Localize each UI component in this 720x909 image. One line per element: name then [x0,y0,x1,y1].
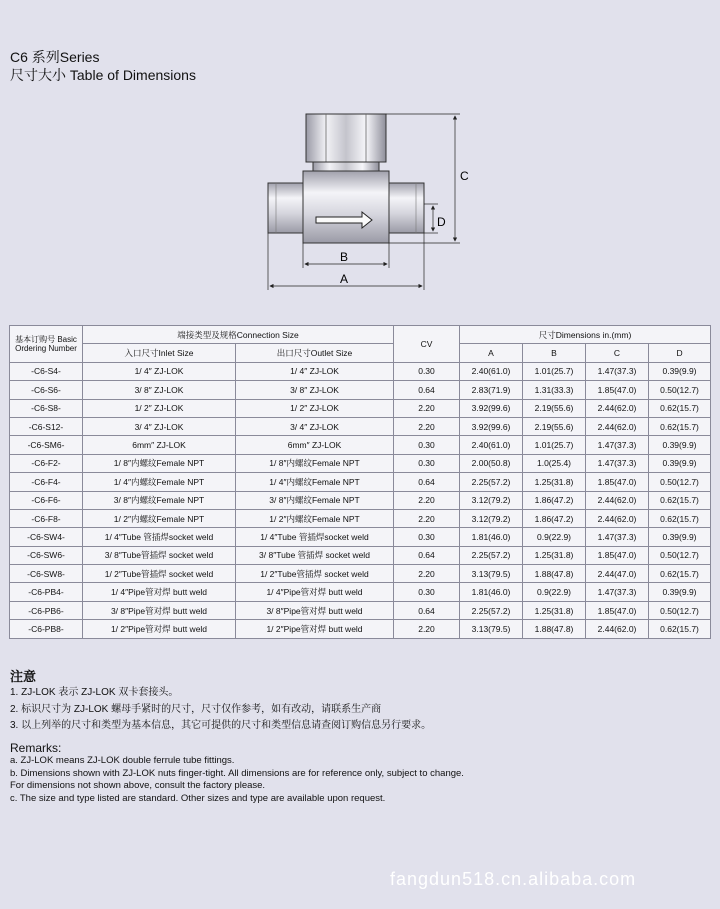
cv-value-cell: 0.30 [394,362,460,380]
outlet-size-cell: 3/ 8″Pipe管对焊 butt weld [236,601,394,619]
cv-value-cell: 2.20 [394,399,460,417]
ordering-number-cell: -C6-S6- [10,381,83,399]
dim-b-cell: 0.9(22.9) [523,528,586,546]
dim-a-cell: 3.92(99.6) [460,417,523,435]
dim-d-cell: 0.62(15.7) [649,417,711,435]
table-row [10,546,711,564]
right-tube-end [389,183,424,233]
dim-b-cell: 2.19(55.6) [523,399,586,417]
site-watermark: fangdun518.cn.alibaba.com [390,869,637,889]
header-connection-size: 端接类型及规格Connection Size [83,326,394,344]
dim-d-cell: 0.62(15.7) [649,620,711,638]
dim-d-cell: 0.39(9.9) [649,436,711,454]
remarks-section [10,741,464,805]
dim-c-cell: 2.44(62.0) [586,417,649,435]
dim-c-cell: 1.85(47.0) [586,546,649,564]
outlet-size-cell: 1/ 2″Pipe管对焊 butt weld [236,620,394,638]
cv-value-cell: 0.30 [394,528,460,546]
dim-c-cell: 1.47(37.3) [586,583,649,601]
cv-value-cell: 0.64 [394,601,460,619]
dim-a-cell: 1.81(46.0) [460,528,523,546]
dim-d-cell: 0.50(12.7) [649,381,711,399]
header-outlet-size: 出口尺寸Outlet Size [236,344,394,362]
ordering-number-cell: -C6-S12- [10,417,83,435]
dim-b-cell: 1.01(25.7) [523,436,586,454]
table-title: 尺寸大小 Table of Dimensions [10,67,196,83]
inlet-size-cell: 3/ 8″Pipe管对焊 butt weld [83,601,236,619]
ordering-number-cell: -C6-SM6- [10,436,83,454]
inlet-size-cell: 3/ 4″ ZJ-LOK [83,417,236,435]
outlet-size-cell: 1/ 4″ ZJ-LOK [236,362,394,380]
table-row [10,473,711,491]
dim-d-cell: 0.62(15.7) [649,399,711,417]
inlet-size-cell: 3/ 8″Tube管插焊 socket weld [83,546,236,564]
header-dimensions: 尺寸Dimensions in.(mm) [460,326,711,344]
table-row [10,454,711,472]
dim-c-cell: 2.44(62.0) [586,620,649,638]
dim-d-cell: 0.62(15.7) [649,491,711,509]
inlet-size-cell: 3/ 8″内螺纹Female NPT [83,491,236,509]
dim-b-cell: 1.01(25.7) [523,362,586,380]
outlet-size-cell: 1/ 4″Pipe管对焊 butt weld [236,583,394,601]
cv-value-cell: 2.20 [394,491,460,509]
dim-a-cell: 1.81(46.0) [460,583,523,601]
cv-value-cell: 0.64 [394,381,460,399]
dim-d-cell: 0.50(12.7) [649,601,711,619]
left-tube-end [268,183,303,233]
dim-c-cell: 1.47(37.3) [586,454,649,472]
dim-c-cell: 1.85(47.0) [586,473,649,491]
cv-value-cell: 2.20 [394,565,460,583]
outlet-size-cell: 1/ 4″内螺纹Female NPT [236,473,394,491]
table-row [10,381,711,399]
ordering-number-cell: -C6-PB4- [10,583,83,601]
outlet-size-cell: 1/ 8″内螺纹Female NPT [236,454,394,472]
table-row [10,583,711,601]
dim-a-cell: 2.25(57.2) [460,601,523,619]
cv-value-cell: 2.20 [394,620,460,638]
table-row [10,565,711,583]
dim-d-cell: 0.39(9.9) [649,454,711,472]
dim-a-cell: 3.13(79.5) [460,620,523,638]
outlet-size-cell: 3/ 8″Tube 管插焊 socket weld [236,546,394,564]
dimensions-table [9,325,711,639]
inlet-size-cell: 1/ 4″Pipe管对焊 butt weld [83,583,236,601]
dim-a-cell: 2.25(57.2) [460,473,523,491]
dim-a-cell: 2.25(57.2) [460,546,523,564]
dim-b-cell: 1.31(33.3) [523,381,586,399]
inlet-size-cell: 1/ 2″Tube管插焊 socket weld [83,565,236,583]
dim-c-cell: 2.44(47.0) [586,565,649,583]
cv-value-cell: 0.30 [394,436,460,454]
dim-a-cell: 2.83(71.9) [460,381,523,399]
header-dim-d: D [649,344,711,362]
notes-heading: 注意 [10,669,37,684]
dim-b-cell: 1.86(47.2) [523,491,586,509]
dim-d-cell: 0.39(9.9) [649,528,711,546]
ordering-number-cell: -C6-F6- [10,491,83,509]
dim-b-cell: 1.88(47.8) [523,565,586,583]
remark-item: a. ZJ-LOK means ZJ-LOK double ferrule tube fittings. [10,755,235,766]
table-row [10,417,711,435]
inlet-size-cell: 1/ 4″Tube 管插焊socket weld [83,528,236,546]
dim-c-cell: 2.44(62.0) [586,491,649,509]
outlet-size-cell: 1/ 2″ ZJ-LOK [236,399,394,417]
hex-nut [306,114,386,162]
note-item: 3. 以上列举的尺寸和类型为基本信息，其它可提供的尺寸和类型信息请查阅订购信息另行要求。 [10,720,432,731]
table-row [10,399,711,417]
dim-d-cell: 0.50(12.7) [649,473,711,491]
outlet-size-cell: 6mm″ ZJ-LOK [236,436,394,454]
header-ordering-number: 基本订购号 Basic Ordering Number [10,326,83,363]
inlet-size-cell: 1/ 8″内螺纹Female NPT [83,454,236,472]
cv-value-cell: 0.30 [394,454,460,472]
ordering-number-cell: -C6-PB6- [10,601,83,619]
dim-b-cell: 1.0(25.4) [523,454,586,472]
cv-value-cell: 0.64 [394,546,460,564]
inlet-size-cell: 1/ 4″内螺纹Female NPT [83,473,236,491]
table-row [10,601,711,619]
dim-b-cell: 0.9(22.9) [523,583,586,601]
note-item: 2. 标识尺寸为 ZJ-LOK 螺母手紧时的尺寸，尺寸仅作参考，如有改动，请联系生产商 [10,703,382,715]
nut-collar [313,162,379,171]
notes-section [10,668,431,735]
dim-c-cell: 1.47(37.3) [586,436,649,454]
dim-c-cell: 1.47(37.3) [586,528,649,546]
header-cv: CV [394,326,460,363]
dim-b-cell: 1.88(47.8) [523,620,586,638]
dim-a-cell: 3.12(79.2) [460,509,523,527]
table-body [10,362,711,638]
inlet-size-cell: 1/ 2″ ZJ-LOK [83,399,236,417]
cv-value-cell: 0.30 [394,583,460,601]
dim-c-cell: 2.44(62.0) [586,399,649,417]
cv-value-cell: 2.20 [394,509,460,527]
dimension-label-c: C [460,169,469,183]
dim-a-cell: 3.12(79.2) [460,491,523,509]
ordering-number-cell: -C6-SW4- [10,528,83,546]
inlet-size-cell: 1/ 4″ ZJ-LOK [83,362,236,380]
dimension-label-b: B [340,250,349,264]
remarks-heading: Remarks: [10,741,62,755]
valve-dimension-drawing [0,100,720,300]
dim-b-cell: 1.25(31.8) [523,473,586,491]
dim-c-cell: 1.85(47.0) [586,381,649,399]
dim-b-cell: 1.25(31.8) [523,546,586,564]
dim-b-cell: 1.86(47.2) [523,509,586,527]
series-title: C6 系列Series [10,49,100,65]
outlet-size-cell: 1/ 2″内螺纹Female NPT [236,509,394,527]
header-dim-a: A [460,344,523,362]
inlet-size-cell: 3/ 8″ ZJ-LOK [83,381,236,399]
dim-d-cell: 0.62(15.7) [649,509,711,527]
ordering-number-cell: -C6-S4- [10,362,83,380]
ordering-number-cell: -C6-F8- [10,509,83,527]
table-row [10,362,711,380]
header-inlet-size: 入口尺寸Inlet Size [83,344,236,362]
note-item: 1. ZJ-LOK 表示 ZJ-LOK 双卡套接头。 [10,687,179,698]
dim-c-cell: 2.44(62.0) [586,509,649,527]
dim-a-cell: 3.13(79.5) [460,565,523,583]
remark-item: For dimensions not shown above, consult the factory please. [10,780,266,791]
table-row [10,528,711,546]
dim-c-cell: 1.85(47.0) [586,601,649,619]
outlet-size-cell: 3/ 8″内螺纹Female NPT [236,491,394,509]
ordering-number-cell: -C6-S8- [10,399,83,417]
dim-c-cell: 1.47(37.3) [586,362,649,380]
cv-value-cell: 2.20 [394,417,460,435]
dim-a-cell: 2.00(50.8) [460,454,523,472]
dim-d-cell: 0.39(9.9) [649,583,711,601]
outlet-size-cell: 1/ 4″Tube 管插焊socket weld [236,528,394,546]
inlet-size-cell: 1/ 2″内螺纹Female NPT [83,509,236,527]
ordering-number-cell: -C6-F4- [10,473,83,491]
table-row [10,436,711,454]
dim-a-cell: 3.92(99.6) [460,399,523,417]
outlet-size-cell: 3/ 4″ ZJ-LOK [236,417,394,435]
inlet-size-cell: 1/ 2″Pipe管对焊 butt weld [83,620,236,638]
ordering-number-cell: -C6-F2- [10,454,83,472]
dim-a-cell: 2.40(61.0) [460,436,523,454]
dim-b-cell: 2.19(55.6) [523,417,586,435]
outlet-size-cell: 1/ 2″Tube管插焊 socket weld [236,565,394,583]
dim-b-cell: 1.25(31.8) [523,601,586,619]
remark-item: b. Dimensions shown with ZJ-LOK nuts finger-tight. All dimensions are for reference only, subject to change. [10,767,464,779]
table-row [10,491,711,509]
dim-d-cell: 0.50(12.7) [649,546,711,564]
cv-value-cell: 0.64 [394,473,460,491]
table-row [10,620,711,638]
remark-item: c. The size and type listed are standard. Other sizes and type are available upon request. [10,792,386,804]
ordering-number-cell: -C6-PB8- [10,620,83,638]
dim-d-cell: 0.39(9.9) [649,362,711,380]
table-row [10,509,711,527]
dimension-label-d: D [437,215,446,229]
outlet-size-cell: 3/ 8″ ZJ-LOK [236,381,394,399]
header-dim-c: C [586,344,649,362]
dim-d-cell: 0.62(15.7) [649,565,711,583]
valve-body [303,171,389,243]
dim-a-cell: 2.40(61.0) [460,362,523,380]
inlet-size-cell: 6mm″ ZJ-LOK [83,436,236,454]
ordering-number-cell: -C6-SW8- [10,565,83,583]
header-dim-b: B [523,344,586,362]
dimension-label-a: A [340,272,349,286]
ordering-number-cell: -C6-SW6- [10,546,83,564]
